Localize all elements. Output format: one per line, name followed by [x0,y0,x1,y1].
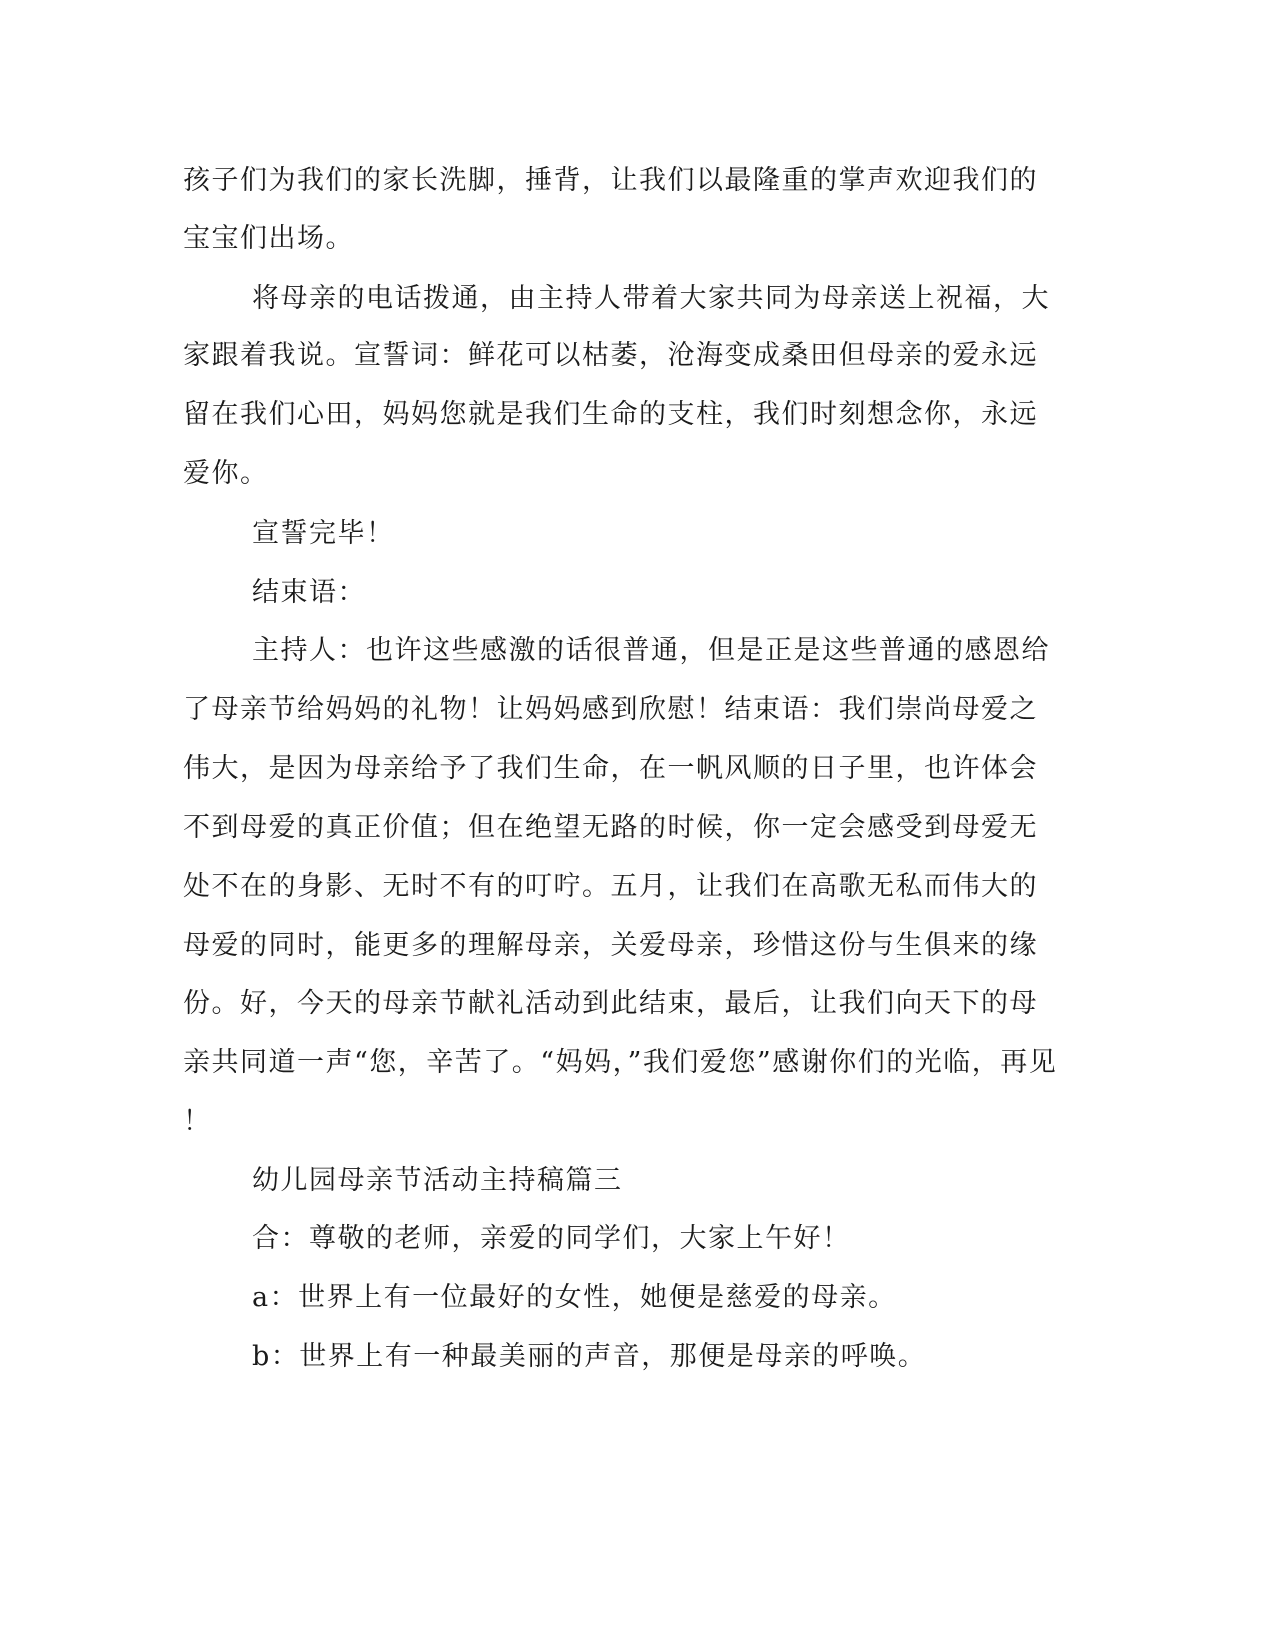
text-line: 伟大，是因为母亲给予了我们生命，在一帆风顺的日子里，也许体会 [183,753,1038,784]
text-line: 家跟着我说。宣誓词：鲜花可以枯萎，沧海变成桑田但母亲的爱永远 [183,340,1038,371]
text-line: 份。好，今天的母亲节献礼活动到此结束，最后，让我们向天下的母 [183,988,1038,1019]
text-line: 宝宝们出场。 [183,223,354,254]
text-line: 留在我们心田，妈妈您就是我们生命的支柱，我们时刻想念你，永远 [183,399,1038,430]
text-line: 处不在的身影、无时不有的叮咛。五月，让我们在高歌无私而伟大的 [183,871,1038,902]
text-line: ！ [183,1106,212,1137]
text-line: 爱你。 [183,458,269,489]
paragraph-start-line: 将母亲的电话拨通，由主持人带着大家共同为母亲送上祝福，大 [252,283,1050,314]
paragraph-start-line: 合：尊敬的老师，亲爱的同学们，大家上午好！ [252,1223,851,1254]
paragraph-start-line: 主持人：也许这些感激的话很普通，但是正是这些普通的感恩给 [252,635,1050,666]
text-line: 亲共同道一声“您，辛苦了。“妈妈，”我们爱您”感谢你们的光临，再见 [183,1047,1058,1078]
paragraph-start-line: 宣誓完毕！ [252,518,395,549]
text-line: 孩子们为我们的家长洗脚，捶背，让我们以最隆重的掌声欢迎我们的 [183,165,1038,196]
paragraph-start-line: b：世界上有一种最美丽的声音，那便是母亲的呼唤。 [252,1341,927,1372]
text-line: 母爱的同时，能更多的理解母亲，关爱母亲，珍惜这份与生俱来的缘 [183,930,1038,961]
section-heading: 结束语： [252,577,366,608]
section-title: 幼儿园母亲节活动主持稿篇三 [252,1165,623,1196]
text-line: 不到母爱的真正价值；但在绝望无路的时候，你一定会感受到母爱无 [183,812,1038,843]
paragraph-start-line: a：世界上有一位最好的女性，她便是慈爱的母亲。 [252,1282,897,1313]
text-line: 了母亲节给妈妈的礼物！让妈妈感到欣慰！结束语：我们崇尚母爱之 [183,694,1038,725]
